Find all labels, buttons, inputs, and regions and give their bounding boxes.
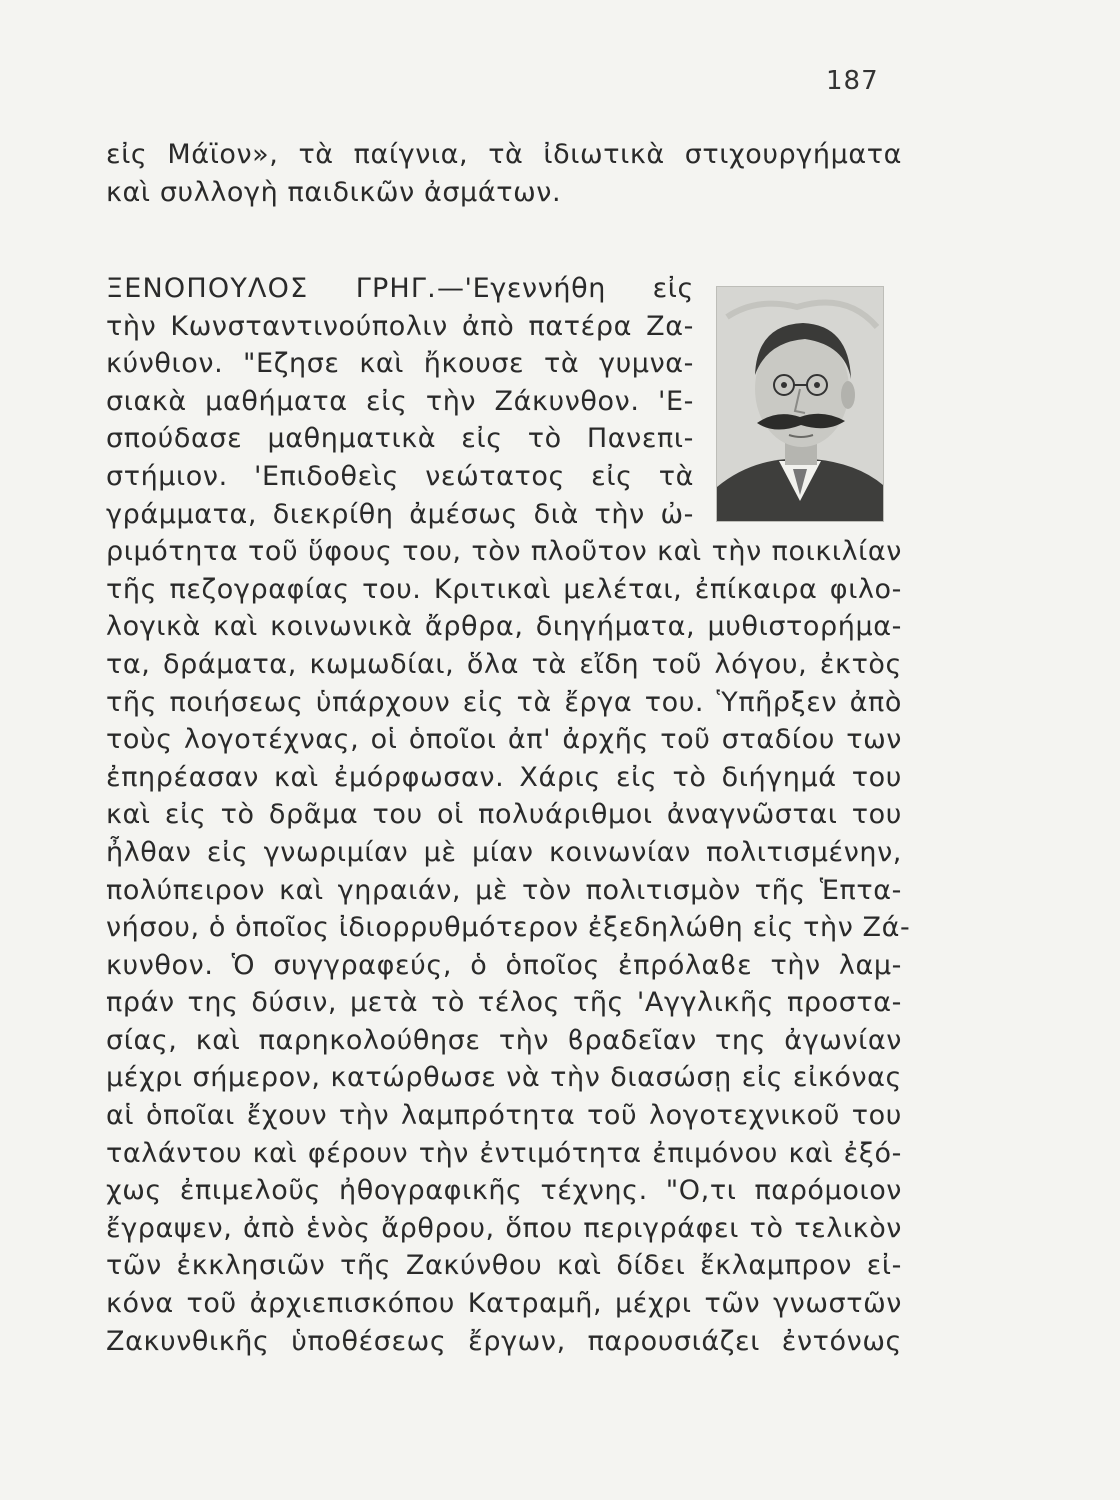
text-line: σίας, καὶ παρηκολούθησε τὴν ϐραδεῖαν της ἀγωνίαν <box>106 1024 902 1056</box>
text-line: καὶ εἰς τὸ δρᾶμα του οἱ πολυάριθμοι ἀναγνῶσται του <box>106 799 902 831</box>
text-line: καὶ συλλογὴ παιδικῶν ἀσμάτων. <box>106 176 562 208</box>
text-line: κυνθον. Ὁ συγγραφεύς, ὁ ὁποῖος ἐπρόλαϐε τὴν λαμ- <box>106 949 902 981</box>
entry-first-line <box>106 270 694 308</box>
text-line: ἦλθαν εἰς γνωριμίαν μὲ μίαν κοινωνίαν πολιτισμένην, <box>106 836 902 868</box>
text-line: λογικὰ καὶ κοινωνικὰ ἄρθρα, διηγήματα, μυθιστορήμα- <box>106 611 902 643</box>
text-line: κύνθιον. "Εζησε καὶ ἤκουσε τὰ γυμνα- <box>106 348 694 380</box>
text-line: ριμότητα τοῦ ὕφους του, τὸν πλοῦτον καὶ τὴν ποικιλίαν <box>106 536 902 568</box>
intro-paragraph <box>106 136 906 211</box>
text-line: τῆς ποιήσεως ὑπάρχουν εἰς τὰ ἔργα του. Ὑπῆρξεν ἀπὸ <box>106 686 902 718</box>
entry-first-line-text: —'Εγεννήθη εἰς <box>436 273 694 304</box>
text-line: πράν της δύσιν, μετὰ τὸ τέλος τῆς 'Αγγλικῆς προστα- <box>106 987 902 1019</box>
text-line: τα, δράματα, κωμωδίαι, ὅλα τὰ εἴδη τοῦ λόγου, ἐκτὸς <box>106 648 902 680</box>
text-line: πολύπειρον καὶ γηραιάν, μὲ τὸν πολιτισμὸν τῆς Ἑπτα- <box>106 874 902 906</box>
text-line: σιακὰ μαθήματα εἰς τὴν Ζάκυνθον. 'Ε- <box>106 385 694 417</box>
text-line: στήμιον. 'Επιδοθεὶς νεώτατος εἰς τὰ <box>106 460 694 492</box>
text-line: τῆς πεζογραφίας του. Κριτικαὶ μελέται, ἐπίκαιρα φιλο- <box>106 573 902 605</box>
text-line: ἐπηρέασαν καὶ ἐμόρφωσαν. Χάρις εἰς τὸ διήγημά του <box>106 761 902 793</box>
text-line: ἔγραψεν, ἀπὸ ἑνὸς ἄρθρου, ὅπου περιγράφει τὸ τελικὸν <box>106 1212 902 1244</box>
text-line: εἰς Μάϊον», τὰ παίγνια, τὰ ἰδιωτικὰ στιχουργήματα <box>106 139 902 170</box>
text-line: αἱ ὁποῖαι ἔχουν τὴν λαμπρότητα τοῦ λογοτεχνικοῦ του <box>106 1100 902 1132</box>
text-line: μέχρι σήμερον, κατώρθωσε νὰ τὴν διασώσῃ εἰς εἰκόνας <box>106 1062 902 1094</box>
text-line: τὴν Κωνσταντινούπολιν ἀπὸ πατέρα Ζα- <box>106 310 694 342</box>
text-line: χως ἐπιμελοῦς ἠθογραφικῆς τέχνης. "Ο,τι παρόμοιον <box>106 1175 902 1207</box>
text-line: κόνα τοῦ ἀρχιεπισκόπου Κατραμῆ, μέχρι τῶν γνωστῶν <box>106 1288 902 1320</box>
text-line: ταλάντου καὶ φέρουν τὴν ἐντιμότητα ἐπιμόνου καὶ ἐξό- <box>106 1137 902 1169</box>
text-line: γράμματα, διεκρίθη ἀμέσως διὰ τὴν ὠ- <box>106 498 694 530</box>
text-line: Ζακυνθικῆς ὑποθέσεως ἔργων, παρουσιάζει ἐντόνως <box>106 1325 902 1357</box>
text-line: σπούδασε μαθηματικὰ εἰς τὸ Πανεπι- <box>106 423 694 455</box>
text-line: νήσου, ὁ ὁποῖος ἰδιορρυθμότερον ἐξεδηλώθη εἰς τὴν Ζά- <box>106 912 911 944</box>
biography-entry <box>106 270 911 1360</box>
text-line: τῶν ἐκκλησιῶν τῆς Ζακύνθου καὶ δίδει ἔκλαμπρον εἰ- <box>106 1250 902 1282</box>
text-line: τοὺς λογοτέχνας, οἱ ὁποῖοι ἀπ' ἀρχῆς τοῦ σταδίου των <box>106 724 902 756</box>
author-name-heading: ΞΕΝΟΠΟΥΛΟΣ ΓΡΗΓ. <box>106 273 437 304</box>
page-number: 187 <box>826 66 879 96</box>
